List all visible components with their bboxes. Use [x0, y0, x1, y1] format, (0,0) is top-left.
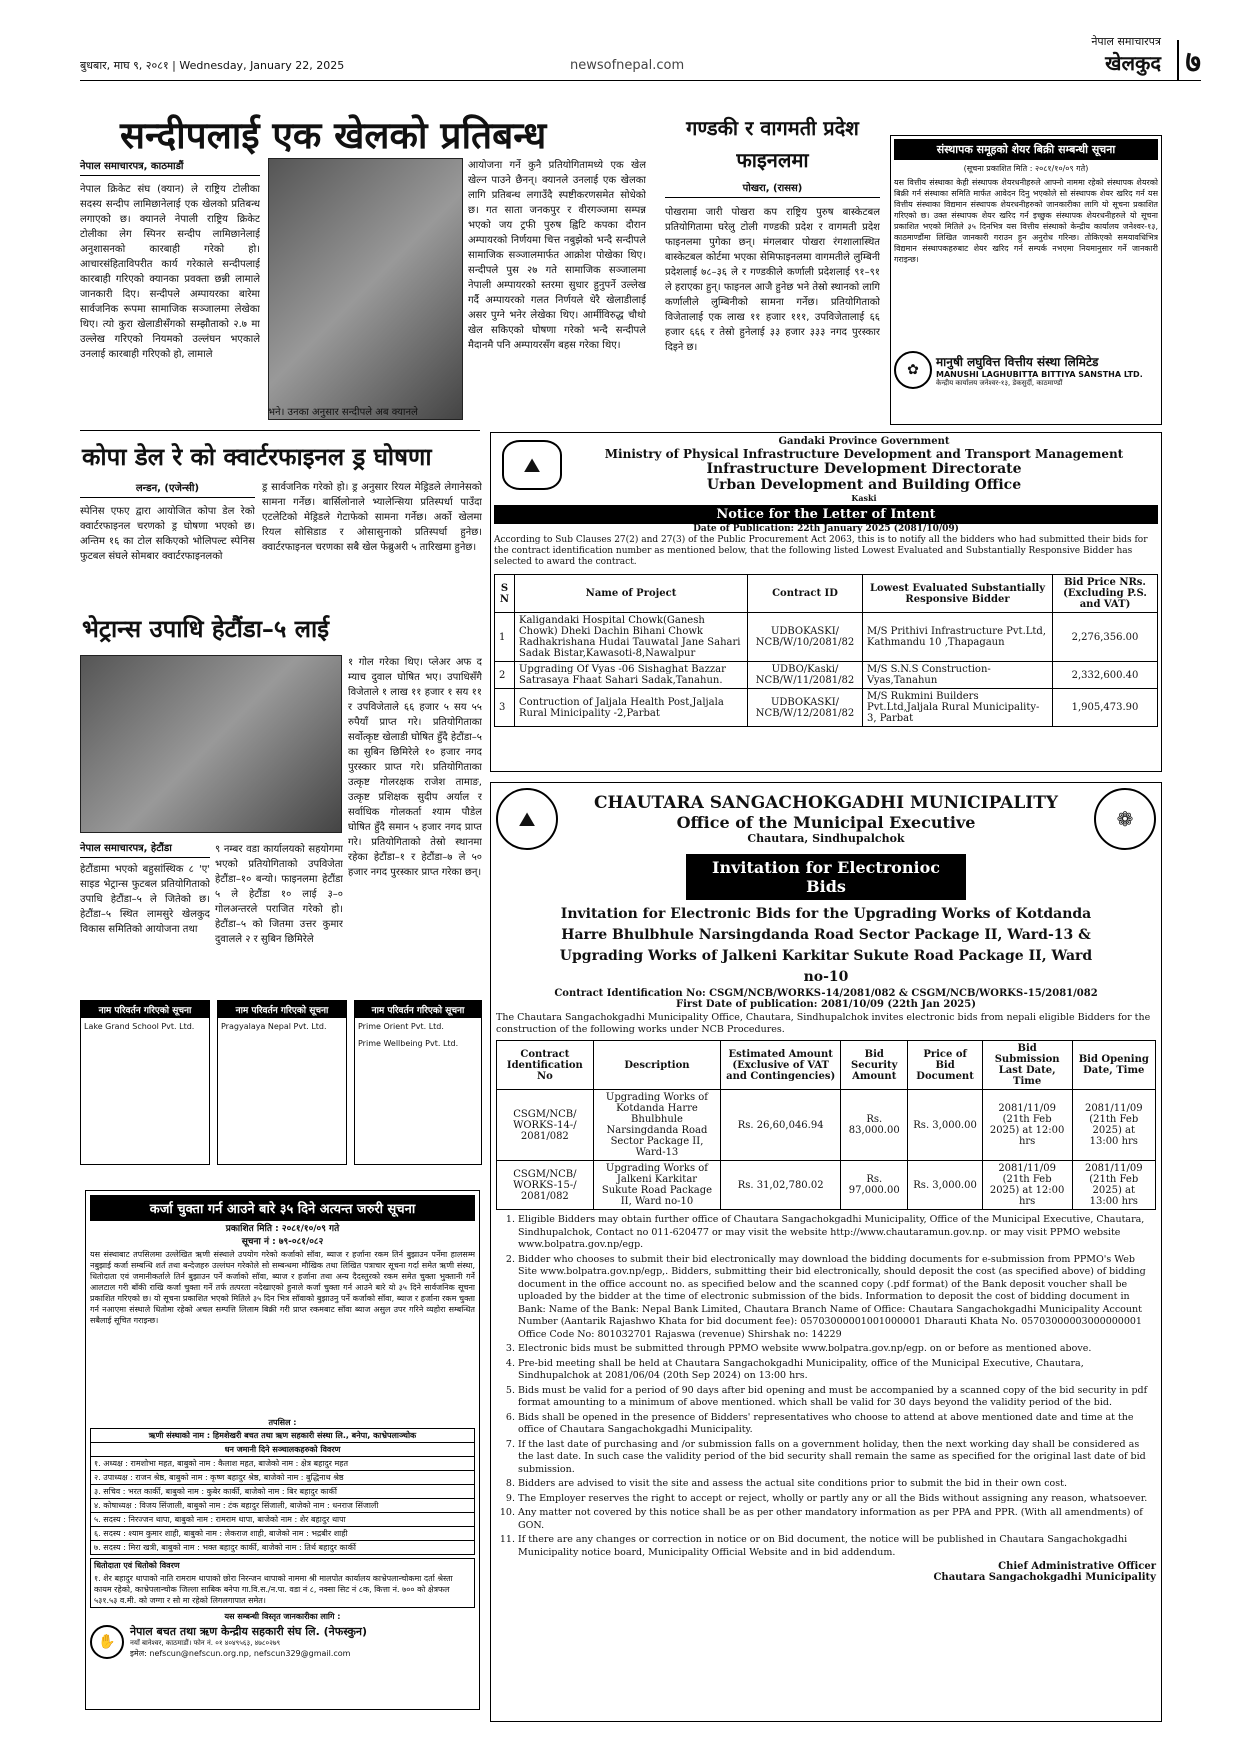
clause: 10. Any matter not covered by this notice shall be as per other mandatory information as per PPA and PPR. (With all amendments) of GON. [518, 1507, 1156, 1532]
cell: 2081/11/09 (21th Feb 2025) at 13:00 hrs [1072, 1090, 1155, 1161]
cell: 2081/11/09 (21th Feb 2025) at 13:00 hrs [1072, 1161, 1155, 1210]
table-header-row [495, 575, 1158, 613]
site-logo[interactable]: newsofnepal.com [570, 58, 685, 73]
bid-first-pub: First Date of publication: 2081/10/09 (22th Jan 2025) [676, 999, 976, 1010]
guarantor-row: ६. सदस्य : श्याम कुमार शाही, बाबुको नाम : लेकराज शाही, बाजेको नाम : भद्रबीर शाही [91, 1527, 474, 1541]
col-header: Bid Submission Last Date, Time [982, 1041, 1072, 1090]
cell: M/S Rukmini Builders Pvt.Ltd,Jaljala Rural Municipality-3, Parbat [863, 689, 1053, 727]
story2-headline: गण्डकी र वागमती प्रदेश फाइनलमा [686, 116, 859, 172]
name-change-company: Lake Grand School Pvt. Ltd. [84, 1022, 195, 1031]
cell: 1,905,473.90 [1053, 689, 1158, 727]
cell: Rs. 31,02,780.02 [721, 1161, 841, 1210]
veterans-photo [80, 655, 342, 833]
share-sale-notice [890, 135, 1162, 425]
bid-contract-ids: Contract Identification No: CSGM/NCB/WORKS-14/2081/082 & CSGM/NCB/WORKS-15/2081/082 [554, 988, 1098, 999]
name-change-notice-3 [354, 1000, 482, 1165]
loi-ministry: Ministry of Physical Infrastructure Development and Transport Management [604, 447, 1124, 461]
story1-col1 [80, 158, 260, 437]
name-change-company: Pragyalaya Nepal Pvt. Ltd. [221, 1022, 327, 1031]
story3-text1: स्पेनिस एफए द्वारा आयोजित कोपा डेल रेको क्वार्टरफाइनल चरणको ड्र घोषणा भएको छ। अन्तिम १६ का टोल सकिएको भोलिपल्ट स्पेनिस फुटबल संघले सोमबार क्वार्टरफाइनलको [80, 506, 255, 562]
col-header: Contract ID [748, 575, 863, 613]
cell: Contruction of Jaljala Health Post,Jaljala Rural Minicipality -2,Parbat [515, 689, 748, 727]
col-header: Name of Project [515, 575, 748, 613]
col-header: Bid Security Amount [841, 1041, 908, 1090]
loan-guarantors-head: धन जमानी दिने सञ्चालकहरुको विवरण [91, 1443, 474, 1457]
guarantor-row: ३. सचिव : भरत कार्की, बाबुको नाम : कुबेर कार्की, बाजेको नाम : बिर बहादुर कार्की [91, 1485, 474, 1499]
cell: 2,332,600.40 [1053, 662, 1158, 689]
clause: 4. Pre-bid meeting shall be held at Chautara Sangachokgadhi Municipality, office of the Municipal Executive, Chautara, Sindhupalchok at 2081/06/04 (20th Sep 2024) on 13:00 hrs. [518, 1358, 1156, 1383]
cell: 1 [495, 613, 515, 662]
bid-notice [490, 782, 1162, 1722]
cell: Rs. 83,000.00 [841, 1090, 908, 1161]
clause: 3. Electronic bids must be submitted through PPMO website www.bolpatra.gov.np/egp. on or before as mentioned above. [518, 1343, 1156, 1356]
cell: 2 [495, 662, 515, 689]
cell: Rs. 97,000.00 [841, 1161, 908, 1210]
bid-clauses [496, 1214, 1156, 1559]
nefscun-email[interactable]: इमेल: nefscun@nefscun.org.np, nefscun329@gmail.com [130, 1649, 351, 1658]
cell: M/S Prithivi Infrastructure Pvt.Ltd, Kathmandu 10 ,Thapagaun [863, 613, 1053, 662]
loan-body: यस संस्थाबाट तपसिलमा उल्लेखित ऋणी संस्थाले उपयोग गरेको कर्जाको सॉवा, ब्याज र हर्जाना रकम तिर्न बुझाउन पर्नेमा हालसम्म नबुझाई कर्जा सम्बन्धि शर्त तथा बन्देजहरु उल्लंघन गरेकोले सो सम्बन्धमा मौखिक तथा लिखित पत्राचार सूचना गर्दा समेत ऋणी संस्था, धितोदाता एवं जमानीकर्ताले तिर्न बुझाउन पर्ने कर्जाको सॉवा, ब्याज र हर्जाना तथा अन्य दैदस्तुरको रकम समेत चुक्ता भुक्तानी गर्ने आलटाल गरी बाँकी राखि कर्जा चुक्ता गर्ने तर्फ तत्परता नदेखाएको हुनाले कर्जा चुक्ता गर्न आउने बारे यो ३५ दिने सार्वजनिक सूचना प्रकाशित गरिएको छ। यो सूचना प्रकाशित भएको मितिले ३५ दिन भित्र सॉवाको बुझाउनु पर्ने कर्जाको सॉवा, ब्याज र हर्जाना रकम चुक्ता गर्न नआएमा संस्थाले धितोमा रहेको अचल सम्पत्ति लिलाम बिक्री गरी प्राप्त रकमबाट सॉवा ब्याज असुल उपर गरिने व्यहोरा सम्बन्धित सबैलाई सूचित गराइन्छ। [90, 1250, 475, 1325]
share-notice-org: मानुषी लघुवित्त वित्तीय संस्था लिमिटेड [936, 354, 1099, 369]
share-notice-addr: केन्द्रीय कार्यालय जनेश्वर-१३, डेकसुर्दी, काठमाण्डौं [936, 378, 1063, 387]
clause: 2. Bidder who chooses to submit their bid electronically may download the bidding documents for e-submission from PPMO's Web Site www.bolpatra.gov.np/egp,. Bidders, submitting their bid electronically, should deposit the cost (as specified above) of bidding document in the office account no. as specified below and the scanned copy (.pdf format) of the Bank deposit voucher shall be uploaded by the bidder at the time of electronic submission of the bids. Information to deposit the cost of bidding document in Bank: Name of the Bank: Nepal Bank Limited, Chautara Branch Name of Office: Chautara Sangachokgadhi Municipality Account Number (Aantarik Rajashwo Khata for bid document fee): 05703000001001000001 Dharauti Khata No. 05703000003000000001 Office Code No: 801032701 Rajaswa (revenue) Shirshak no: 14229 [518, 1254, 1156, 1342]
table-row [497, 1161, 1156, 1210]
nefscun-name: नेपाल बचत तथा ऋण केन्द्रीय सहकारी संघ लि. (नेफस्कुन) [130, 1625, 368, 1638]
bid-table [496, 1040, 1156, 1210]
col-header: Lowest Evaluated Substantially Responsive Bidder [863, 575, 1053, 613]
col-header: Bid Opening Date, Time [1072, 1041, 1155, 1090]
cell: CSGM/NCB/ WORKS-14-/ 2081/082 [497, 1090, 594, 1161]
page-number: ७ [1177, 40, 1201, 81]
loi-pubdate: Date of Publication: 22th January 2025 (2081/10/09) [693, 524, 959, 534]
bid-office: Office of the Municipal Executive [676, 813, 976, 832]
loi-notice [490, 432, 1162, 772]
table-row [497, 1090, 1156, 1161]
cell: 2,276,356.00 [1053, 613, 1158, 662]
bid-subtitle: Invitation for Electronic Bids for the Upgrading Works of Kotdanda Harre Bhulbhule Narsingdanda Road Sector Package II, Ward-13 & Upgrading Works of Jalkeni Karkitar Sukute Road Package II, Ward no-10 [559, 906, 1093, 985]
bid-banner: Invitation for Electronioc Bids [686, 854, 966, 900]
story3-col1 [80, 480, 255, 604]
name-change-company: Prime Orient Pvt. Ltd. [358, 1022, 444, 1031]
col-header: Contract Identification No [497, 1041, 594, 1090]
loan-pubdate: प्रकाशित मिति : २०८१/१०/०९ गते [225, 1224, 340, 1234]
header-date: बुधबार, माघ ९, २०८१ | Wednesday, January 22, 2025 [80, 59, 345, 72]
cell: Kaligandaki Hospital Chowk(Ganesh Chowk) Dheki Dachin Bihani Chowk Radhakrishana Hudai Tauwatal Jane Sahari Sadak Bistar,Kawasoti-8,Nawalpur [515, 613, 748, 662]
share-notice-org-en: MANUSHI LAGHUBITTA BITTIYA SANSTHA LTD. [936, 369, 1143, 379]
story3-headline: कोपा डेल रे को क्वार्टरफाइनल ड्र घोषणा [82, 442, 432, 471]
bid-sign1: Chief Administrative Officer [998, 1561, 1156, 1572]
loi-table [494, 574, 1158, 727]
cell: Upgrading Works of Kotdanda Harre Bhulbhule Narsingdanda Road Sector Package II, Ward-13 [593, 1090, 721, 1161]
story1-tail: भने। उनका अनुसार सन्दीपले अब क्यानले [268, 407, 418, 418]
loan-tapsil: तपसिल : [268, 1418, 297, 1427]
col-header: Estimated Amount (Exclusive of VAT and Contingencies) [721, 1041, 841, 1090]
story1-text2: आयोजना गर्ने कुनै प्रतियोगितामध्ये एक खेल खेल्न पाउने छैनन्। क्यानले उनलाई एक खेलका लागि प्रतिबन्ध लगाउँदै स्पष्टीकरणसमेत सोधेको छ। गत साता जनकपुर र वीरगञ्जमा सम्पन्न भएको जय ट्रफी पुरुष ह्विटि कपका दौरान अम्पायरको निर्णयमा चित्त नबुझेको भन्दै सन्दीपले सामाजिक सञ्जालमार्फत आक्रोश पोखेका थिए। सन्दीपले पुस २७ गते सामाजिक सञ्जालमा नेपाली अम्पायरको स्तरमा सुधार हुनुपर्ने उल्लेख गर्दै अम्पायरको गलत निर्णयले धेरै खेलाडीलाई असर पुग्ने भनेर लेखेका थिए। आर्मीविरुद्ध चौथो खेल सकिएको घोषणा गरेको भन्दै सन्दीपले मैदानमै पनि अम्पायरसँग बहस गरेका थिए। [468, 160, 646, 351]
loi-place: Kaski [851, 493, 877, 503]
clause: 1. Eligible Bidders may obtain further office of Chautara Sangachokgadhi Municipality, Office of the Municipal Executive, Chautara, Sindhupalchok, Contact no 011-620477 or may visit the website http://www.chautaramun.gov.np. or may visit PPMO website www.bolpatra.gov.np/egp. [518, 1214, 1156, 1252]
loi-gov: Gandaki Province Government [778, 436, 950, 447]
story3-text2: ड्र सार्वजनिक गरेको हो। ड्र अनुसार रियल मेड्रिडले लेगानेसको सामना गर्नेछ। बार्सिलोनाले भ्यालेन्सिया प्रतिस्पर्धा पाउँदा एटलेटिको मेड्रिडले गेटाफेको सामना गर्नेछ। अर्को खेलमा रियल सोसिडाड र ओसासुनाको प्रतिस्पर्धा हुनेछ। क्वार्टरफाइनल चरणका सबै खेल फेब्रुअरी ५ तारिखमा हुनेछ। [262, 482, 482, 553]
loan-borrower: ऋणी संस्थाको नाम : हिमशेखरी बचत तथा ऋण सहकारी संस्था लि., बनेपा, काभ्रेपलाञ्चोक [91, 1429, 474, 1443]
contact-head: यस सम्बन्धी विस्तृत जानकारीका लागि : [224, 1612, 341, 1621]
clause: 6. Bids shall be opened in the presence of Bidders' representatives who choose to attend at above mentioned date and time at the office of Chautara Sangachokgadhi Municipality. [518, 1412, 1156, 1437]
bid-muni: CHAUTARA SANGACHOKGADHI MUNICIPALITY [593, 793, 1059, 813]
name-change-title: नाम परिवर्तन गरिएको सूचना [218, 1001, 346, 1018]
story2-byline: पोखरा, (रासस) [665, 180, 880, 198]
story2-text: पोखरामा जारी पोखरा कप राष्ट्रिय पुरुष बास्केटबल प्रतियोगितामा घरेलु टोली गण्डकी प्रदेश र वागमती प्रदेश फाइनलमा पुगेका छन्। मंगलबार पोखरा रंगशालास्थित बास्केटबल कोर्टमा भएका सेमिफाइनलमा वागमतीले लुम्बिनी प्रदेशलाई ७८–३६ ले र गण्डकीले कर्णाली प्रदेशलाई ९१–९१ ले हराएका हुन्। फाइनल आजै हुनेछ भने तेस्रो स्थानको लागि कर्णालीले लुम्बिनीको सामना गर्नेछ। प्रतियोगिताको विजेतालाई एक लाख ११ हजार १११, उपविजेतालाई ६६ हजार ६६६ र तेस्रो हुनेलाई ३३ हजार ३३३ नगद पुरस्कार दिइने छ। [665, 207, 880, 353]
loan-notice-no: सूचना नं : ७९-०८१/०८२ [241, 1237, 324, 1247]
loi-office: Urban Development and Building Office [706, 477, 1022, 493]
story1-byline: नेपाल समाचारपत्र, काठमाडौं [80, 158, 260, 176]
bid-intro: The Chautara Sangachokgadhi Municipality Office, Chautara, Sindhupalchok invites electronic bids from nepali eligible Bidders for the construction of the following works under NCB Procedures. [496, 1012, 1151, 1035]
clause: 5. Bids must be valid for a period of 90 days after bid opening and must be accompanied by a scanned copy of the bid security in pdf format amounting to a minimum of above mentioned. which shall be valid for 30 days beyond the validity period of the bid. [518, 1385, 1156, 1410]
story4-headline: भेट्रान्स उपाधि हेटौंडा–५ लाई [82, 614, 330, 643]
nefscun-addr: नयाँ बानेश्वर, काठमाडौं। फोन नं. ०१ ४०४९५६३, ४७८०२७९ [130, 1639, 281, 1647]
collateral-head: धितोदाता एवं धितोको विवरण [94, 1561, 180, 1570]
nefscun-logo-icon: ✋ [90, 1625, 124, 1659]
story4-byline: नेपाल समाचारपत्र, हेटौंडा [80, 840, 210, 858]
cell: Rs. 26,60,046.94 [721, 1090, 841, 1161]
guarantor-row: १. अध्यक्ष : रामशोभा महत, बाबुको नाम : कैलाश महत, बाजेको नाम : क्षेत्र बहादुर महत [91, 1457, 474, 1471]
bid-sign2: Chautara Sangachokgadhi Municipality [933, 1572, 1156, 1583]
nepal-emblem-icon: ⛰ [502, 440, 562, 490]
col-header: Price of Bid Document [908, 1041, 982, 1090]
loi-directorate: Infrastructure Development Directorate [706, 461, 1022, 477]
name-change-company: Prime Wellbeing Pvt. Ltd. [358, 1039, 459, 1048]
story1-text1: नेपाल क्रिकेट संघ (क्यान) ले राष्ट्रिय टोलीका सदस्य सन्दीप लामिछानेलाई एक खेलको प्रतिबन्ध लगाएको छ। क्यानले नेपाली राष्ट्रिय क्रिकेट टोलीका लेग स्पिनर सन्दीप लामिछानेलाई अनुशासनको कारबाही गरेको हो। आचारसंहिताविपरीत कार्य गरेकाले सन्दीपलाई कारबाही गरिएको क्यानका प्रवक्ता छन्नी लामाले जानकारी दिए। सन्दीपले अम्पायरका बारेमा सार्वजनिक रूपमा सामाजिक सञ्जालमा लेखेका थिए। त्यो कुरा खेलाडीसँगको सम्झौताको २.७ मा उल्लेख गरिएको नियमको उल्लंघन भएकाले उनलाई कारबाही गरिएको हो, लामाले [80, 184, 260, 360]
municipality-logo-icon: ❁ [1094, 788, 1156, 850]
guarantor-row: ५. सदस्य : निरज्जन थापा, बाबुको नाम : रामराम थापा, बाजेको नाम : शेर बहादुर थापा [91, 1513, 474, 1527]
header-rule [80, 80, 1201, 81]
cell: UDBOKASKI/ NCB/W/10/2081/82 [748, 613, 863, 662]
col-header: Description [593, 1041, 721, 1090]
loi-title: Notice for the Letter of Intent [494, 505, 1158, 524]
section-name: खेलकुद [1105, 51, 1161, 75]
table-row [495, 613, 1158, 662]
cell: Upgrading Works of Jalkeni Karkitar Sukute Road Package II, Ward no-10 [593, 1161, 721, 1210]
story4-text1: हेटौंडामा भएको बहुसांस्थिक ८ 'ए' साइड भेट्रान्स फुटबल प्रतियोगिताको उपाधि हेटौंडा–५ ले जितेको छ। हेटौंडा–५ स्थित लामसुरे खेलकुद विकास समितिको आयोजना तथा [80, 864, 210, 935]
clause: 9. The Employer reserves the right to accept or reject, wholly or partly any or all the Bids without assigning any reason, whatsoever. [518, 1493, 1156, 1506]
loan-notice [85, 1190, 480, 1710]
cell: UDBO/Kaski/ NCB/W/11/2081/82 [748, 662, 863, 689]
publication-name: नेपाल समाचारपत्र [1091, 35, 1161, 48]
clause: 8. Bidders are advised to visit the site and assess the actual site conditions prior to submit the bid in their own cost. [518, 1478, 1156, 1491]
story3-byline: लन्डन, (एजेन्सी) [80, 480, 255, 498]
guarantor-row: ७. सदस्य : मिरा खत्री, बाबुको नाम : भक्त बहादुर कार्की, बाजेको नाम : तिर्थ बहादुर कार्की [94, 1543, 356, 1552]
story4-text2: ९ नम्बर वडा कार्यालयको सहयोगमा भएको प्रतियोगिताको उपविजेता हेटौंडा–१० बन्यो। फाइनलमा हेटौंडा ५ ले हेटौंडा १० लाई ३–० गोलअन्तरले पराजित गरेको हो। हेटौंडा–५ को जितमा उत्तर कुमार दुवालले २ र सुबिन छिमिरेले [215, 844, 343, 945]
guarantor-row: ४. कोषाध्यक्ष : विजय सिंजाली, बाबुको नाम : टंक बहादुर सिंजाली, बाजेको नाम : धनराज सिंजाली [91, 1499, 474, 1513]
clause: 7. If the last date of purchasing and /or submission falls on a government holiday, then the next working day shall be considered as the last date. In such case the validity period of the bid security shall remain the same as specified for the original last date of bid submission. [518, 1439, 1156, 1477]
story4-side: १ गोल गरेका थिए। प्लेअर अफ द म्याच दुवाल घोषित भए। उपाधिसँगै विजेताले १ लाख ११ हजार १ सय ११ र उपविजेताले ६६ हजार ५ सय ५५ रुपैयाँ प्राप्त गरे। प्रतियोगिताका सर्वोत्कृष्ट खेलाडी घोषित हुँदै हेटौंडा–५ का सुबिन छिमिरेले १० हजार नगद पुरस्कार प्राप्त गरे। प्रतियोगिताका उत्कृष्ट गोलरक्षक राजेश तामाङ, उत्कृष्ट प्रशिक्षक सुदीप अर्याल र सर्वाधिक गोलकर्ता श्याम पौडेल घोषित हुँदै समान ५ हजार नगद प्राप्त गरे। प्रतियोगिताको तेस्रो स्थानमा रहेका हेटौंडा–१ र हेटौंडा–७ ले ५० हजार नगद पुरस्कार प्राप्त गरेका छन्। [348, 657, 482, 878]
share-notice-title: संस्थापक समूहको शेयर बिक्री सम्बन्धी सूचना [894, 139, 1158, 160]
cell: 3 [495, 689, 515, 727]
table-header-row [497, 1041, 1156, 1090]
story1-headline: सन्दीपलाई एक खेलको प्रतिबन्ध [120, 113, 547, 157]
cell: UDBOKASKI/ NCB/W/12/2081/82 [748, 689, 863, 727]
cricketer-photo [268, 158, 463, 420]
share-notice-date: (सूचना प्रकाशित मिति : २०८१/१०/०९ गते) [963, 164, 1089, 173]
clause: 11. If there are any changes or correction in notice or on Bid document, the notice will be published in Chautara Sangachokgadhi Municipality notice board, Municipality Official Website and in bid addendum. [518, 1534, 1156, 1559]
name-change-notice-2 [217, 1000, 347, 1165]
cell: Rs. 3,000.00 [908, 1161, 982, 1210]
name-change-notice-1 [80, 1000, 210, 1165]
loan-notice-title: कर्जा चुक्ता गर्न आउने बारे ३५ दिने अत्यन्त जरुरी सूचना [90, 1195, 475, 1221]
cell: 2081/11/09 (21th Feb 2025) at 12:00 hrs [982, 1090, 1072, 1161]
name-change-title: नाम परिवर्तन गरिएको सूचना [81, 1001, 209, 1018]
cell: M/S S.N.S Construction-Vyas,Tanahun [863, 662, 1053, 689]
table-row [495, 662, 1158, 689]
table-row [495, 689, 1158, 727]
share-notice-text: यस वित्तीय संस्थाका केही संस्थापक शेयरधनीहरुले आफ्नो नाममा रहेको संस्थापक शेयरको बिक्री गर्न संस्थाका समिति मार्फत आवेदन दिनु भएकोले सो संस्थापक शेयर खरिद गर्न यस वित्तीय संस्थाका विद्यमान संस्थापक शेयरधनीहरुको जानकारीका लागि यो सूचना प्रकाशित गरिएको छ। उक्त संस्थापक शेयर खरिद गर्न इच्छुक संस्थापक शेयरधनीहरुले यो सूचना प्रकाशित भएको मितिले ३५ दिनभित्र यस वित्तीय संस्थाको केन्द्रीय कार्यालय जनेश्वर-१३, काठमाण्डौंमा लिखित जानकारी गराउन हुन अनुरोध गरिन्छ। तोकिएको समयावधिभित्र विद्यमान संस्थापकहरुबाट शेयर खरिद गर्न सम्पर्क नभएमा नियमानुसार गर्ने जानकारी गराइन्छ। [894, 178, 1158, 264]
bid-place: Chautara, Sindhupalchok [747, 832, 905, 845]
divider [80, 430, 480, 431]
cell: Rs. 3,000.00 [908, 1090, 982, 1161]
name-change-title: नाम परिवर्तन गरिएको सूचना [355, 1001, 481, 1018]
nepal-emblem-icon: ⛰ [496, 788, 558, 850]
cell: CSGM/NCB/ WORKS-15-/ 2081/082 [497, 1161, 594, 1210]
cell: 2081/11/09 (21th Feb 2025) at 12:00 hrs [982, 1161, 1072, 1210]
cell: Upgrading Of Vyas -06 Sishaghat Bazzar Satrasaya Fhaat Sahari Sadak,Tanahun. [515, 662, 748, 689]
collateral-text: १. शेर बहादुर थापाको नाति रामराम थापाको छोरा निरन्जन थापाको नाममा श्री मालपोत कार्यालय काभ्रेपलान्चोकमा दर्ता श्रेस्ता कायम रहेको, काभ्रेपलान्चोक जिल्ला साबिक बनेपा गा.वि.स./न.पा. वडा नं ८, नक्सा सिट नं ८क, कित्ता नं. ७०० को क्षेत्रफल ५३१.५३ व.मी. को जग्गा र सो मा रहेको लिगलगापात समेत। [94, 1574, 453, 1605]
manushi-logo-icon: ✿ [894, 351, 932, 389]
col-header: Bid Price NRs. (Excluding P.S. and VAT) [1053, 575, 1158, 613]
loi-intro: According to Sub Clauses 27(2) and 27(3) of the Public Procurement Act 2063, this is to notify all the bidders who had submitted their bids for the contract identification number as mentioned below, that the following listed Lowest Evaluated and Substantially Responsive Bidder has selected to award the contract. [494, 535, 1148, 567]
guarantor-row: २. उपाध्यक्ष : राजन श्रेष्ठ, बाबुको नाम : कृष्ण बहादुर श्रेष्ठ, बाजेको नाम : बुद्धिनाथ श्रेष्ठ [91, 1471, 474, 1485]
publication-mast [1091, 34, 1161, 76]
col-header: S N [495, 575, 515, 613]
